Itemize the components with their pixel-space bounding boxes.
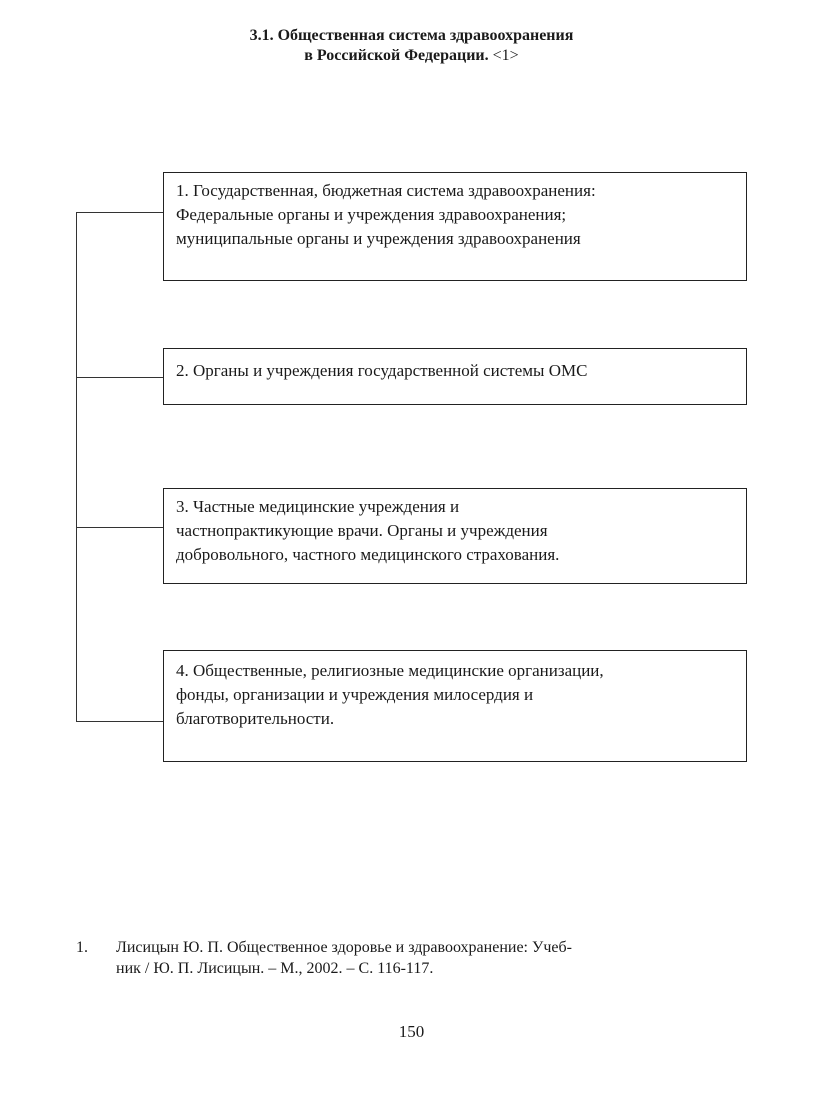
- diagram-box-private-institutions: [163, 488, 747, 584]
- title-line-1: 3.1. Общественная система здравоохранения: [249, 27, 574, 44]
- title-line-2-text: в Российской Федерации.: [304, 47, 489, 64]
- box-4-line-2: фонды, организации и учреждения милосердия и: [176, 685, 534, 704]
- box-1-line-2: Федеральные органы и учреждения здравоохранения;: [176, 205, 567, 224]
- footnote-line-1: Лисицын Ю. П. Общественное здоровье и здравоохранение: Учеб-: [116, 939, 572, 956]
- diagram-box-state-budget-system: [163, 172, 747, 281]
- box-3-line-3: добровольного, частного медицинского страхования.: [176, 545, 560, 564]
- box-4-line-1: 4. Общественные, религиозные медицинские организации,: [176, 661, 604, 680]
- connector-branch-4: [76, 721, 163, 722]
- diagram-box-public-religious-organizations: [163, 650, 747, 762]
- connector-vertical-line: [76, 212, 77, 722]
- box-1-line-1: 1. Государственная, бюджетная система здравоохранения:: [176, 181, 596, 200]
- box-2-line-1: 2. Органы и учреждения государственной системы ОМС: [176, 361, 588, 380]
- footnote-reference: <1>: [492, 47, 519, 64]
- box-4-line-3: благотворительности.: [176, 709, 335, 728]
- box-3-line-2: частнопрактикующие врачи. Органы и учреждения: [176, 521, 548, 540]
- page-number: 150: [398, 1022, 425, 1041]
- box-3-line-1: 3. Частные медицинские учреждения и: [176, 497, 460, 516]
- footnote-line-2: ник / Ю. П. Лисицын. – М., 2002. – С. 116-117.: [116, 960, 434, 977]
- connector-branch-3: [76, 527, 163, 528]
- connector-branch-1: [76, 212, 163, 213]
- diagram-box-oms-system: [163, 348, 747, 405]
- footnote-number: 1.: [76, 939, 88, 956]
- page-title: [0, 26, 823, 66]
- connector-branch-2: [76, 377, 163, 378]
- box-1-line-3: муниципальные органы и учреждения здравоохранения: [176, 229, 581, 248]
- footnote-text: [116, 937, 756, 979]
- title-line-2: [0, 46, 823, 66]
